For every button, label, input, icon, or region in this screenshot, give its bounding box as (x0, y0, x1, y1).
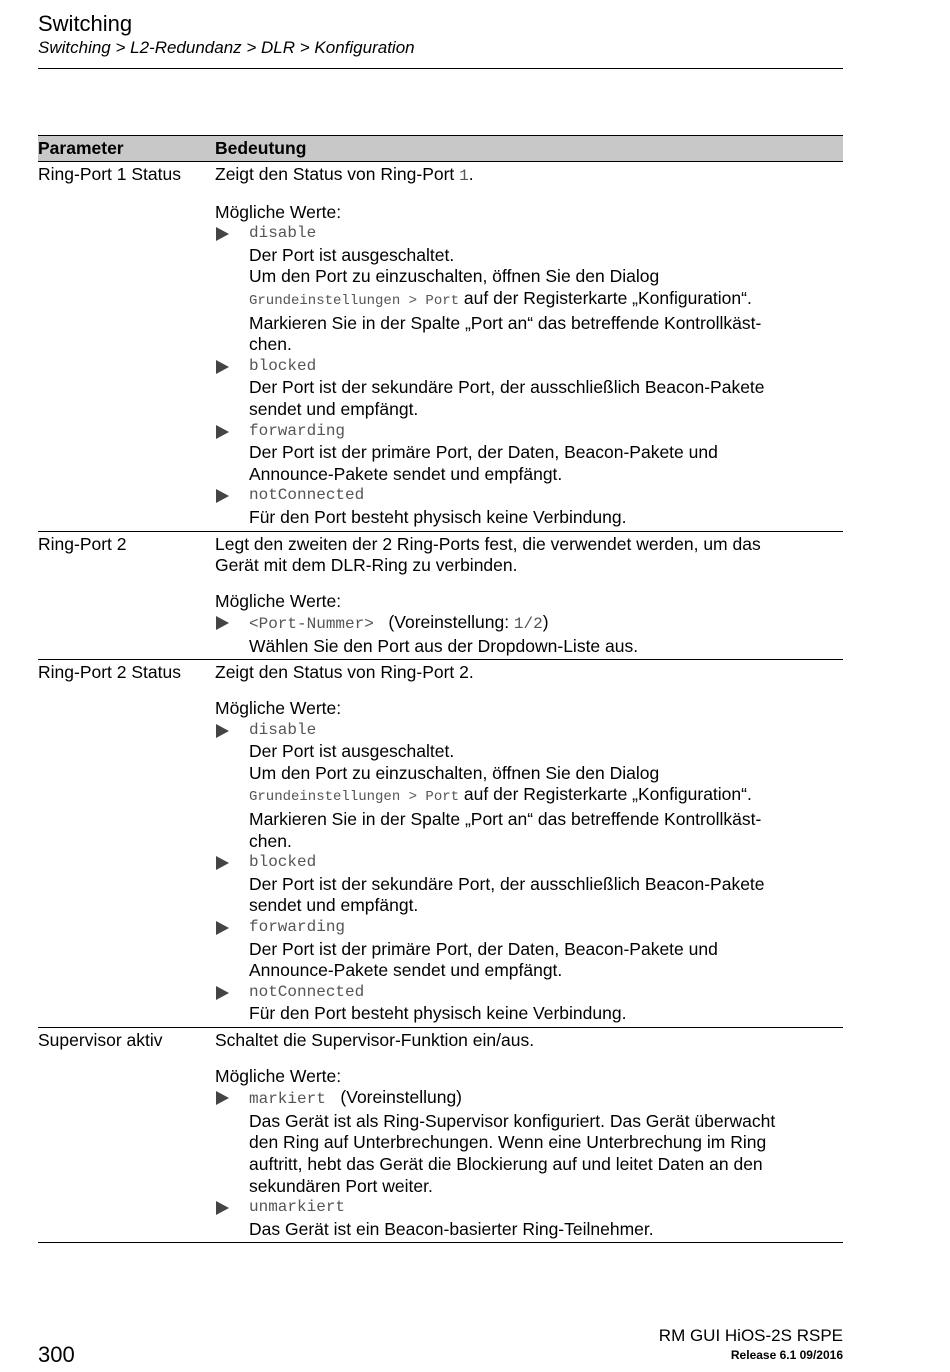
table-header-row (38, 136, 843, 162)
bullet-triangle-icon (216, 425, 229, 439)
list-item: blocked Der Port ist der sekundäre Port, der ausschließlich Beacon-Pakete sendet und empfängt. (215, 852, 843, 917)
param-name: Ring-Port 1 Status (38, 162, 215, 532)
column-header-bedeutung: Bedeutung (215, 136, 843, 162)
option-value: blocked (249, 356, 317, 375)
bullet-triangle-icon (216, 616, 229, 630)
possible-values-label: Mögliche Werte: (215, 590, 342, 611)
list-item: disable Der Port ist ausgeschaltet. Um den Port zu einzuschalten, öffnen Sie den Dialog Grundeinstellungen > Port auf der Registerkarte „Konfiguration“. Markieren Sie in der Spalte „Port an“ das betreffende Kontrollkäst- chen. (215, 223, 843, 356)
possible-values-label: Mögliche Werte: (215, 698, 342, 719)
possible-values-label: Mögliche Werte: (215, 1065, 342, 1086)
bullet-triangle-icon (216, 921, 229, 935)
list-item: blocked Der Port ist der sekundäre Port, der ausschließlich Beacon-Pakete sendet und empfängt. (215, 356, 843, 421)
bullet-triangle-icon (216, 1201, 229, 1215)
bullet-triangle-icon (216, 856, 229, 870)
description-text: Schaltet die Supervisor-Funktion ein/aus. (215, 1029, 535, 1050)
param-description (215, 1027, 843, 1242)
document-title: RM GUI HiOS-2S RSPE (658, 1326, 843, 1345)
list-item: forwarding Der Port ist der primäre Port, der Daten, Beacon-Pakete und Announce-Pakete sendet und empfängt. (215, 917, 843, 982)
bullet-triangle-icon (216, 1091, 229, 1105)
bullet-triangle-icon (216, 986, 229, 1000)
option-value: disable (249, 224, 317, 243)
table-row (38, 660, 843, 1028)
possible-values-label: Mögliche Werte: (215, 201, 342, 222)
page-number: 300 (38, 1342, 75, 1367)
breadcrumb: Switching > L2-Redundanz > DLR > Konfiguration (38, 38, 415, 57)
list-item: notConnected Für den Port besteht physisch keine Verbindung. (215, 485, 843, 528)
param-description: Legt den zweiten der 2 Ring-Ports fest, die verwendet werden, um das Gerät mit dem DLR-Ring zu verbinden. Mögliche Werte: <Port-Nummer> (Voreinstellung: 1/2) Wählen Sie den Port aus der Dropdown-Liste aus. (215, 531, 843, 660)
page-header (38, 10, 843, 58)
header-rule (38, 68, 843, 69)
param-description (215, 660, 843, 1028)
list-item: disable Der Port ist ausgeschaltet. Um den Port zu einzuschalten, öffnen Sie den Dialog Grundeinstellungen > Port auf der Registerkarte „Konfiguration“. Markieren Sie in der Spalte „Port an“ das betreffende Kontrollkäst- chen. (215, 720, 843, 853)
chapter-title: Switching (38, 11, 133, 36)
bullet-triangle-icon (216, 724, 229, 738)
param-name: Ring-Port 2 Status (38, 660, 215, 1028)
param-description (215, 162, 843, 532)
table-row (38, 162, 843, 532)
option-value: forwarding (249, 918, 346, 936)
option-value: markiert (249, 1090, 326, 1109)
bullet-triangle-icon (216, 227, 229, 241)
option-value: <Port-Nummer> (249, 615, 374, 634)
list-item: notConnected Für den Port besteht physisch keine Verbindung. (215, 982, 843, 1025)
bullet-triangle-icon (216, 360, 229, 374)
param-name: Supervisor aktiv (38, 1027, 215, 1242)
description-text: Zeigt den Status von Ring-Port 2. (215, 662, 474, 683)
table-row (38, 531, 843, 660)
option-value: unmarkiert (249, 1198, 346, 1217)
option-value: disable (249, 720, 317, 739)
parameter-table (38, 135, 843, 1243)
option-value: blocked (249, 853, 317, 872)
list-item: <Port-Nummer> (Voreinstellung: 1/2) Wählen Sie den Port aus der Dropdown-Liste aus. (215, 612, 843, 657)
option-value: notConnected (249, 486, 365, 505)
list-item: forwarding Der Port ist der primäre Port, der Daten, Beacon-Pakete und Announce-Pakete sendet und empfängt. (215, 421, 843, 486)
description-text: Zeigt den Status von Ring-Port 1. (215, 164, 474, 185)
column-header-parameter: Parameter (38, 136, 215, 162)
table-row (38, 1027, 843, 1242)
param-name: Ring-Port 2 (38, 531, 215, 660)
list-item: unmarkiert Das Gerät ist ein Beacon-basierter Ring-Teilnehmer. (215, 1197, 843, 1240)
option-value: forwarding (249, 421, 346, 440)
list-item: markiert (Voreinstellung) Das Gerät ist als Ring-Supervisor konfiguriert. Das Gerät überwacht den Ring auf Unterbrechungen. Wenn eine Unterbrechung im Ring auftritt, hebt das Gerät die Blockierung auf und leitet Daten an den sekundären Port weiter. (215, 1087, 843, 1197)
release-info: Release 6.1 09/2016 (730, 1348, 843, 1362)
option-value: notConnected (249, 982, 365, 1001)
bullet-triangle-icon (216, 489, 229, 503)
